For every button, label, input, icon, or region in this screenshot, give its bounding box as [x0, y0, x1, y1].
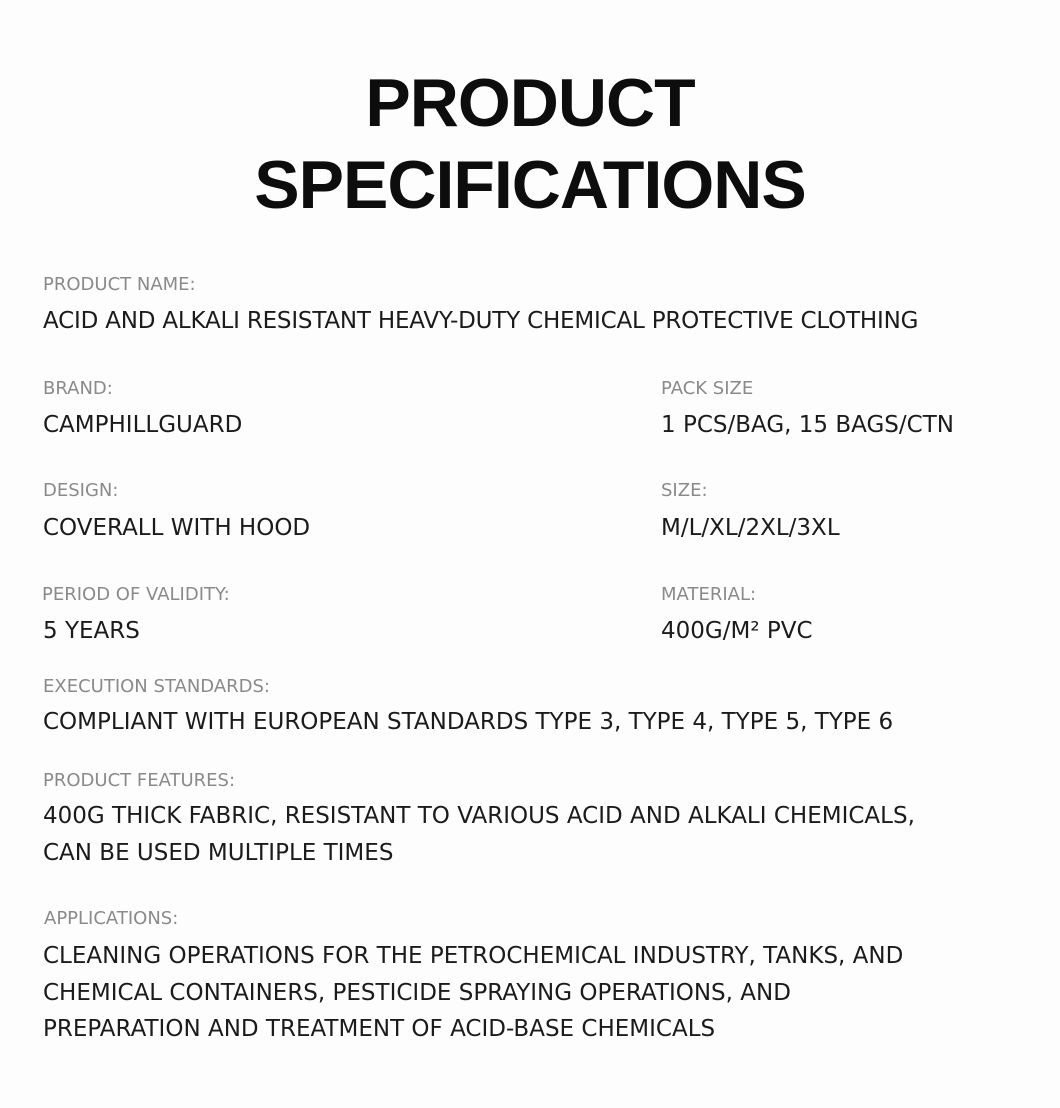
design-value: COVERALL WITH HOOD	[43, 515, 311, 541]
pack-size-label: PACK SIZE	[661, 378, 754, 399]
period-of-validity-label: PERIOD OF VALIDITY:	[42, 584, 230, 605]
page-title-line-2: SPECIFICATIONS	[254, 147, 806, 223]
applications-line-3: PREPARATION AND TREATMENT OF ACID-BASE CHEMICALS	[43, 1016, 716, 1042]
execution-standards-label: EXECUTION STANDARDS:	[43, 676, 270, 697]
product-name-label: PRODUCT NAME:	[43, 274, 196, 295]
applications-label: APPLICATIONS:	[44, 908, 179, 929]
product-features-line-1: 400G THICK FABRIC, RESISTANT TO VARIOUS ACID AND ALKALI CHEMICALS,	[43, 803, 915, 829]
design-label: DESIGN:	[43, 480, 119, 501]
applications-line-2: CHEMICAL CONTAINERS, PESTICIDE SPRAYING OPERATIONS, AND	[43, 980, 791, 1006]
execution-standards-value: COMPLIANT WITH EUROPEAN STANDARDS TYPE 3, TYPE 4, TYPE 5, TYPE 6	[43, 709, 894, 735]
applications-line-1: CLEANING OPERATIONS FOR THE PETROCHEMICAL INDUSTRY, TANKS, AND	[43, 943, 904, 969]
page-title-line-1: PRODUCT	[365, 65, 695, 141]
size-label: SIZE:	[661, 480, 708, 501]
material-value: 400G/M² PVC	[661, 618, 813, 644]
material-label: MATERIAL:	[661, 584, 757, 605]
brand-value: CAMPHILLGUARD	[43, 412, 243, 438]
product-name-value: ACID AND ALKALI RESISTANT HEAVY-DUTY CHEMICAL PROTECTIVE CLOTHING	[43, 308, 919, 334]
product-features-label: PRODUCT FEATURES:	[43, 770, 236, 791]
size-value: M/L/XL/2XL/3XL	[661, 515, 840, 541]
brand-label: BRAND:	[43, 378, 113, 399]
pack-size-value: 1 PCS/BAG, 15 BAGS/CTN	[661, 412, 954, 438]
product-features-line-2: CAN BE USED MULTIPLE TIMES	[43, 840, 394, 866]
period-of-validity-value: 5 YEARS	[43, 618, 140, 644]
